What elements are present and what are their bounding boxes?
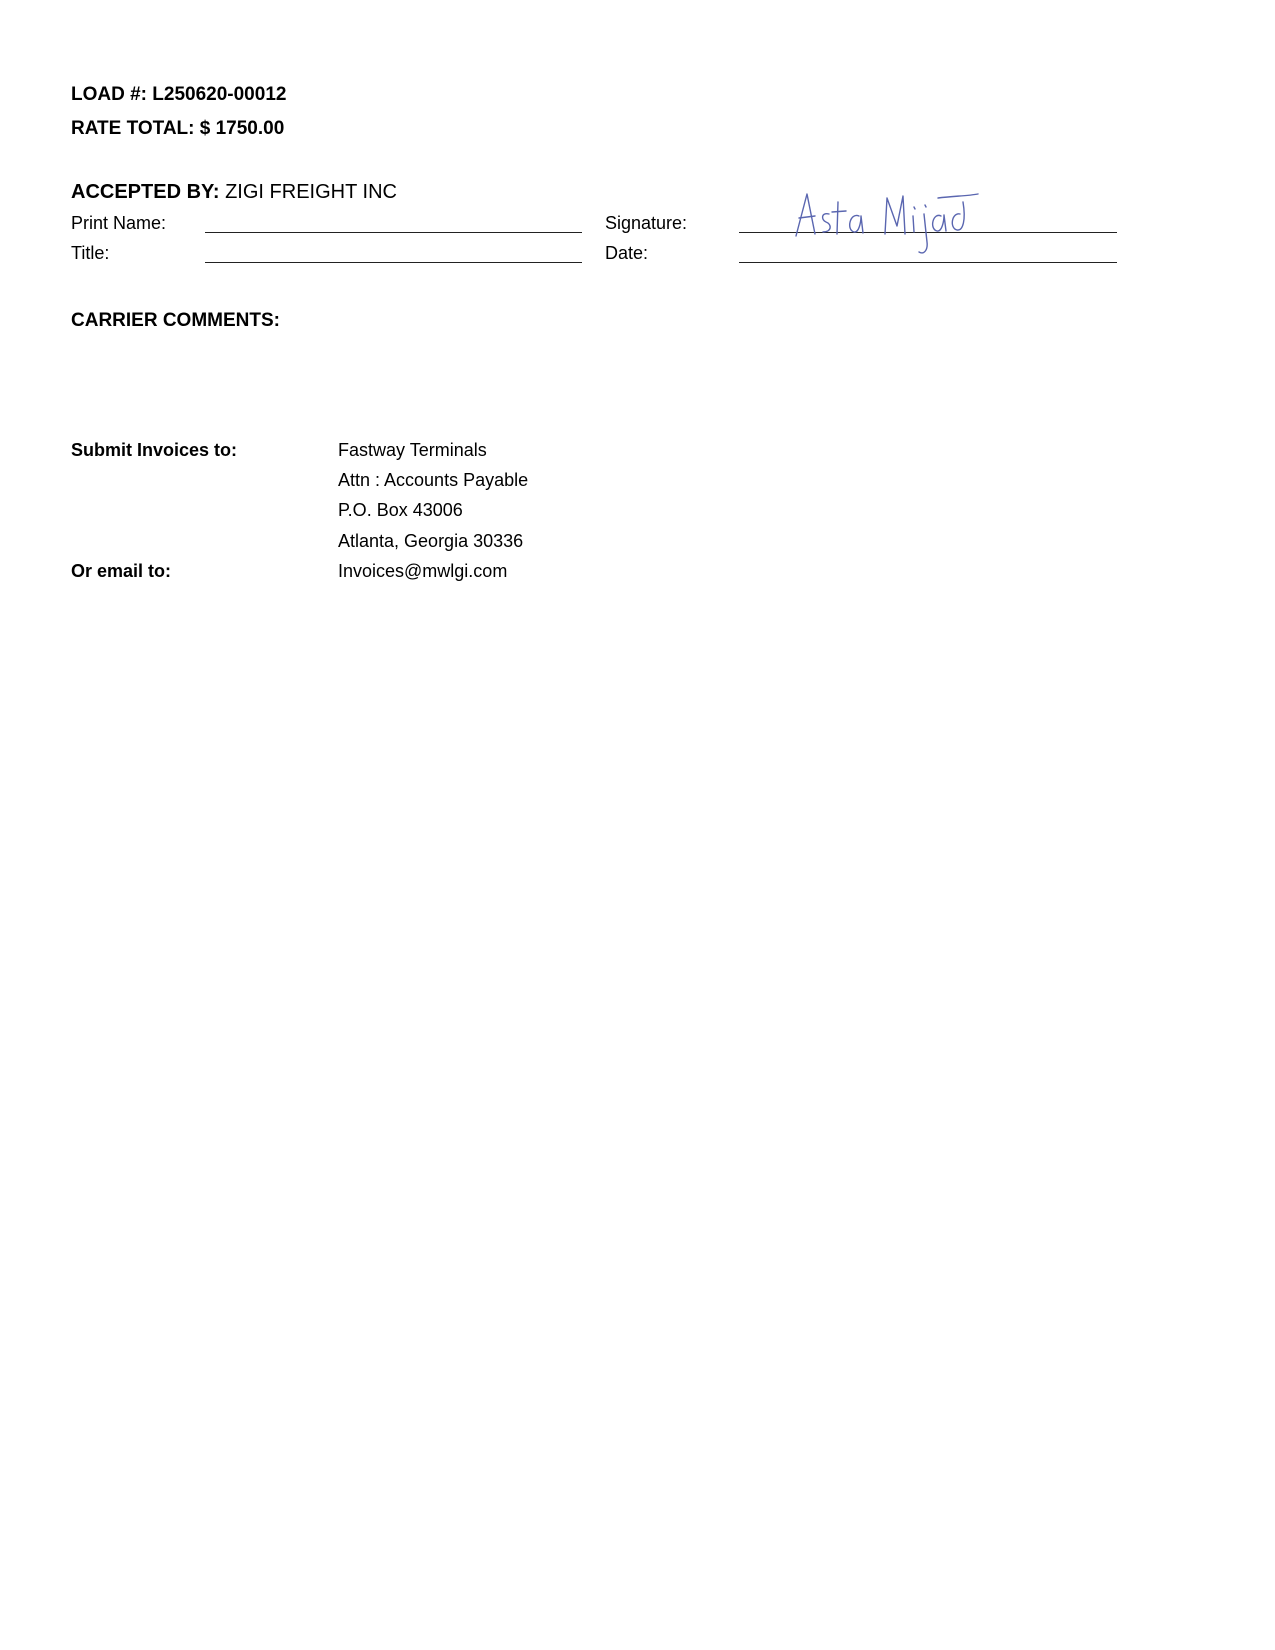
load-label: LOAD #: [71, 84, 147, 105]
date-label: Date: [605, 243, 649, 263]
signature-label: Signature: [605, 213, 688, 233]
submit-invoices-label: Submit Invoices to: [71, 440, 238, 460]
email-label: Or email to: [71, 561, 172, 581]
accepted-by-company: ZIGI FREIGHT INC [225, 181, 397, 203]
title-field[interactable] [205, 262, 582, 263]
rate-total-label: RATE TOTAL: [71, 118, 195, 139]
accepted-by-line [71, 181, 397, 204]
title-label: Title: [71, 243, 110, 263]
print-name-field[interactable] [205, 232, 582, 233]
accepted-by-label: ACCEPTED BY: [71, 181, 220, 203]
address-line-company: Fastway Terminals [338, 440, 487, 460]
carrier-comments-label: CARRIER COMMENTS: [71, 310, 280, 331]
invoice-email-link[interactable]: Invoices@mwlgi.com [338, 561, 508, 581]
print-name-label: Print Name: [71, 213, 167, 233]
rate-total-value: $ 1750.00 [199, 118, 285, 139]
rate-total-line [71, 118, 284, 140]
address-line-po-box: P.O. Box 43006 [338, 500, 463, 520]
handwritten-signature [788, 188, 988, 260]
address-line-attn: Attn : Accounts Payable [338, 470, 529, 490]
date-field[interactable] [739, 262, 1117, 263]
load-number: L250620-00012 [152, 84, 287, 105]
load-number-line [71, 84, 286, 106]
address-line-city: Atlanta, Georgia 30336 [338, 531, 524, 551]
